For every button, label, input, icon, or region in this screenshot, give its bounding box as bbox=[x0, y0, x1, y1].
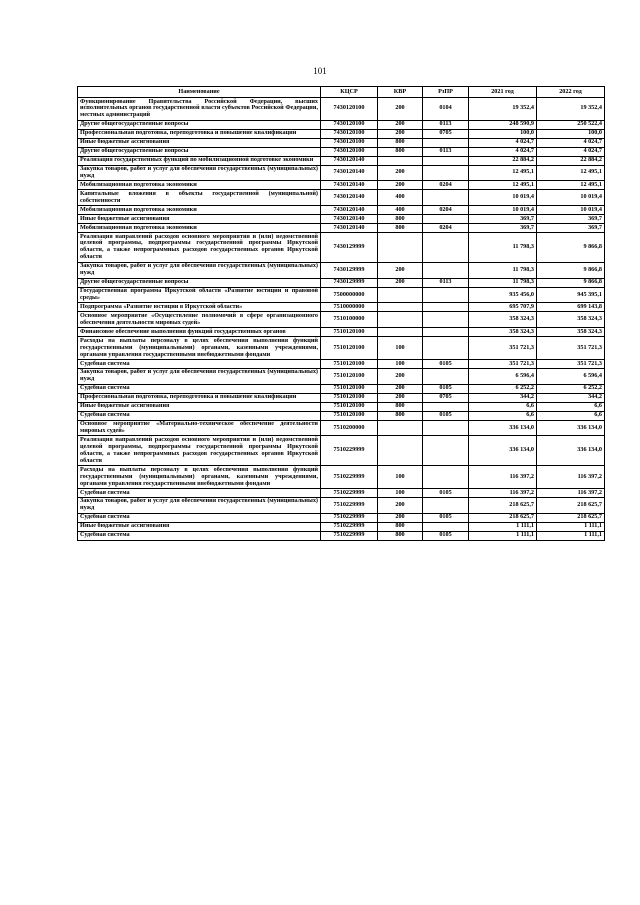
budget-table bbox=[77, 86, 605, 541]
cell-2022: 12 495,1 bbox=[537, 181, 605, 190]
cell-kcsr: 7510120100 bbox=[321, 393, 378, 402]
cell-name: Судебная система bbox=[78, 411, 321, 420]
cell-rzpr bbox=[423, 368, 469, 384]
table-row bbox=[78, 129, 605, 138]
header-2022: 2022 год bbox=[537, 87, 605, 98]
cell-kvr: 800 bbox=[378, 402, 423, 411]
cell-rzpr: 0105 bbox=[423, 384, 469, 393]
table-row bbox=[78, 278, 605, 287]
cell-2021: 336 134,0 bbox=[469, 420, 537, 436]
cell-2021: 369,7 bbox=[469, 215, 537, 224]
cell-kcsr: 7510120100 bbox=[321, 402, 378, 411]
cell-name: Основное мероприятие «Материально-техническое обеспечение деятельности мировых судей» bbox=[78, 420, 321, 436]
cell-name: Мобилизационная подготовка экономики bbox=[78, 206, 321, 215]
cell-2021: 369,7 bbox=[469, 224, 537, 233]
cell-kcsr: 7430120140 bbox=[321, 224, 378, 233]
table-row bbox=[78, 531, 605, 540]
cell-rzpr bbox=[423, 303, 469, 312]
cell-name: Реализация направлений расходов основного мероприятия и (или) ведомственной целевой программы, подпрограммы государственной программы Иркутской области, а также непрограммных расходов государственных органов Иркутской области bbox=[78, 436, 321, 466]
cell-kcsr: 7510120100 bbox=[321, 411, 378, 420]
cell-rzpr: 0105 bbox=[423, 360, 469, 369]
table-row bbox=[78, 303, 605, 312]
cell-kvr: 100 bbox=[378, 360, 423, 369]
cell-kvr: 200 bbox=[378, 384, 423, 393]
cell-kvr: 200 bbox=[378, 393, 423, 402]
table-row bbox=[78, 522, 605, 531]
cell-2022: 218 625,7 bbox=[537, 513, 605, 522]
cell-2022: 12 495,1 bbox=[537, 165, 605, 181]
cell-name: Другие общегосударственные вопросы bbox=[78, 120, 321, 129]
cell-kvr: 200 bbox=[378, 513, 423, 522]
cell-kcsr: 7510229999 bbox=[321, 522, 378, 531]
cell-rzpr bbox=[423, 138, 469, 147]
cell-name: Мобилизационная подготовка экономики bbox=[78, 224, 321, 233]
cell-2022: 6 252,2 bbox=[537, 384, 605, 393]
cell-name: Иные бюджетные ассигнования bbox=[78, 522, 321, 531]
header-2021: 2021 год bbox=[469, 87, 537, 98]
cell-2022: 945 395,1 bbox=[537, 287, 605, 303]
cell-kvr: 800 bbox=[378, 411, 423, 420]
cell-2022: 116 397,2 bbox=[537, 466, 605, 489]
cell-2021: 6 252,2 bbox=[469, 384, 537, 393]
cell-2021: 248 590,9 bbox=[469, 120, 537, 129]
cell-kcsr: 7510229999 bbox=[321, 497, 378, 513]
cell-kcsr: 7430120140 bbox=[321, 165, 378, 181]
cell-name: Реализация государственных функций по мобилизационной подготовке экономики bbox=[78, 156, 321, 165]
cell-2022: 218 625,7 bbox=[537, 497, 605, 513]
cell-kvr: 800 bbox=[378, 215, 423, 224]
cell-name: Судебная система bbox=[78, 513, 321, 522]
cell-kvr bbox=[378, 420, 423, 436]
cell-rzpr bbox=[423, 262, 469, 278]
cell-2021: 351 721,3 bbox=[469, 337, 537, 360]
cell-kvr bbox=[378, 156, 423, 165]
cell-rzpr: 0204 bbox=[423, 181, 469, 190]
table-row bbox=[78, 181, 605, 190]
cell-name: Судебная система bbox=[78, 360, 321, 369]
cell-2021: 12 495,1 bbox=[469, 165, 537, 181]
cell-name: Финансовое обеспечение выполнения функций государственных органов bbox=[78, 328, 321, 337]
table-row bbox=[78, 98, 605, 121]
cell-name: Иные бюджетные ассигнования bbox=[78, 138, 321, 147]
header-rzpr: РзПР bbox=[423, 87, 469, 98]
cell-2021: 358 324,3 bbox=[469, 328, 537, 337]
cell-2021: 11 798,3 bbox=[469, 262, 537, 278]
cell-kvr bbox=[378, 328, 423, 337]
cell-kvr: 200 bbox=[378, 98, 423, 121]
cell-kcsr: 7430120140 bbox=[321, 215, 378, 224]
table-row bbox=[78, 497, 605, 513]
cell-name: Функционирование Правительства Российской Федерации, высших исполнительных органов государственной власти субъектов Российской Федерации, местных администраций bbox=[78, 98, 321, 121]
cell-2021: 218 625,7 bbox=[469, 497, 537, 513]
cell-kvr: 200 bbox=[378, 120, 423, 129]
cell-rzpr: 0113 bbox=[423, 278, 469, 287]
table-row bbox=[78, 368, 605, 384]
cell-kvr: 200 bbox=[378, 278, 423, 287]
cell-kvr: 800 bbox=[378, 522, 423, 531]
cell-name: Иные бюджетные ассигнования bbox=[78, 402, 321, 411]
cell-name: Профессиональная подготовка, переподготовка и повышение квалификации bbox=[78, 129, 321, 138]
table-row bbox=[78, 420, 605, 436]
cell-2022: 1 111,1 bbox=[537, 531, 605, 540]
cell-name: Капитальные вложения в объекты государственной (муниципальной) собственности bbox=[78, 190, 321, 206]
cell-2022: 358 324,3 bbox=[537, 328, 605, 337]
cell-rzpr bbox=[423, 522, 469, 531]
table-row bbox=[78, 312, 605, 328]
cell-rzpr bbox=[423, 190, 469, 206]
table-row bbox=[78, 190, 605, 206]
cell-2022: 4 024,7 bbox=[537, 147, 605, 156]
cell-name: Расходы на выплаты персоналу в целях обеспечения выполнения функций государственными (муниципальными) органами, казенными учреждениями, органами управления государственными внебюджетными фондами bbox=[78, 466, 321, 489]
cell-kcsr: 7430120100 bbox=[321, 129, 378, 138]
cell-2022: 19 352,4 bbox=[537, 98, 605, 121]
cell-rzpr: 0105 bbox=[423, 513, 469, 522]
cell-kvr: 200 bbox=[378, 262, 423, 278]
cell-kcsr: 7510120100 bbox=[321, 328, 378, 337]
cell-name: Мобилизационная подготовка экономики bbox=[78, 181, 321, 190]
cell-kvr: 200 bbox=[378, 165, 423, 181]
cell-kcsr: 7430129999 bbox=[321, 233, 378, 263]
cell-2022: 100,0 bbox=[537, 129, 605, 138]
cell-kvr bbox=[378, 303, 423, 312]
cell-rzpr: 0113 bbox=[423, 147, 469, 156]
cell-kcsr: 7510200000 bbox=[321, 420, 378, 436]
cell-rzpr bbox=[423, 466, 469, 489]
cell-name: Судебная система bbox=[78, 531, 321, 540]
cell-rzpr bbox=[423, 337, 469, 360]
cell-2022: 344,2 bbox=[537, 393, 605, 402]
cell-name: Закупка товаров, работ и услуг для обеспечения государственных (муниципальных) нужд bbox=[78, 262, 321, 278]
cell-kcsr: 7510120100 bbox=[321, 337, 378, 360]
cell-2021: 22 884,2 bbox=[469, 156, 537, 165]
cell-2022: 9 866,8 bbox=[537, 278, 605, 287]
cell-rzpr bbox=[423, 402, 469, 411]
cell-2022: 6 596,4 bbox=[537, 368, 605, 384]
cell-rzpr bbox=[423, 328, 469, 337]
cell-rzpr bbox=[423, 436, 469, 466]
cell-kcsr: 7430120140 bbox=[321, 181, 378, 190]
cell-kvr: 200 bbox=[378, 368, 423, 384]
cell-2021: 11 798,3 bbox=[469, 278, 537, 287]
cell-kvr bbox=[378, 233, 423, 263]
cell-name: Государственная программа Иркутской области «Развитие юстиции и правовой среды» bbox=[78, 287, 321, 303]
cell-kvr: 100 bbox=[378, 489, 423, 498]
cell-rzpr: 0705 bbox=[423, 393, 469, 402]
table-row bbox=[78, 156, 605, 165]
cell-2022: 250 522,4 bbox=[537, 120, 605, 129]
cell-kcsr: 7430120100 bbox=[321, 120, 378, 129]
cell-2022: 9 866,8 bbox=[537, 262, 605, 278]
table-row bbox=[78, 138, 605, 147]
cell-kcsr: 7510000000 bbox=[321, 303, 378, 312]
cell-kcsr: 7430120140 bbox=[321, 156, 378, 165]
cell-name: Судебная система bbox=[78, 489, 321, 498]
cell-2022: 336 134,0 bbox=[537, 436, 605, 466]
cell-kcsr: 7430129999 bbox=[321, 278, 378, 287]
cell-2021: 116 397,2 bbox=[469, 489, 537, 498]
cell-kvr bbox=[378, 312, 423, 328]
cell-kvr bbox=[378, 436, 423, 466]
cell-kvr: 400 bbox=[378, 190, 423, 206]
cell-rzpr: 0104 bbox=[423, 98, 469, 121]
cell-2022: 22 884,2 bbox=[537, 156, 605, 165]
cell-2021: 6,6 bbox=[469, 402, 537, 411]
cell-kvr: 200 bbox=[378, 181, 423, 190]
cell-2022: 351 721,3 bbox=[537, 360, 605, 369]
cell-name: Закупка товаров, работ и услуг для обеспечения государственных (муниципальных) нужд bbox=[78, 368, 321, 384]
cell-rzpr bbox=[423, 156, 469, 165]
cell-2021: 6 596,4 bbox=[469, 368, 537, 384]
cell-2022: 369,7 bbox=[537, 224, 605, 233]
cell-kvr: 800 bbox=[378, 224, 423, 233]
table-row bbox=[78, 337, 605, 360]
cell-name: Судебная система bbox=[78, 384, 321, 393]
table-header-row bbox=[78, 87, 605, 98]
cell-rzpr: 0105 bbox=[423, 531, 469, 540]
table-row bbox=[78, 384, 605, 393]
cell-2021: 116 397,2 bbox=[469, 466, 537, 489]
table-row bbox=[78, 165, 605, 181]
cell-kcsr: 7510229999 bbox=[321, 436, 378, 466]
cell-rzpr bbox=[423, 233, 469, 263]
cell-name: Другие общегосударственные вопросы bbox=[78, 147, 321, 156]
cell-2022: 10 019,4 bbox=[537, 206, 605, 215]
table-row bbox=[78, 120, 605, 129]
cell-2022: 1 111,1 bbox=[537, 522, 605, 531]
cell-rzpr bbox=[423, 312, 469, 328]
table-row bbox=[78, 224, 605, 233]
cell-2021: 695 707,9 bbox=[469, 303, 537, 312]
cell-name: Расходы на выплаты персоналу в целях обеспечения выполнения функций государственными (муниципальными) органами, казенными учреждениями, органами управления государственными внебюджетными фондами bbox=[78, 337, 321, 360]
cell-2022: 336 134,0 bbox=[537, 420, 605, 436]
cell-kvr: 200 bbox=[378, 129, 423, 138]
cell-2021: 344,2 bbox=[469, 393, 537, 402]
page-number: 101 bbox=[313, 66, 327, 76]
cell-2022: 351 721,3 bbox=[537, 337, 605, 360]
cell-rzpr: 0105 bbox=[423, 411, 469, 420]
cell-name: Другие общегосударственные вопросы bbox=[78, 278, 321, 287]
cell-2021: 10 019,4 bbox=[469, 190, 537, 206]
table-row bbox=[78, 215, 605, 224]
cell-kvr: 800 bbox=[378, 138, 423, 147]
cell-2021: 12 495,1 bbox=[469, 181, 537, 190]
cell-kcsr: 7510229999 bbox=[321, 489, 378, 498]
cell-rzpr: 0204 bbox=[423, 224, 469, 233]
cell-2021: 6,6 bbox=[469, 411, 537, 420]
cell-2021: 1 111,1 bbox=[469, 522, 537, 531]
cell-2021: 4 024,7 bbox=[469, 138, 537, 147]
cell-kcsr: 7430120100 bbox=[321, 147, 378, 156]
table-row bbox=[78, 436, 605, 466]
cell-name: Подпрограмма «Развитие юстиции в Иркутской области» bbox=[78, 303, 321, 312]
cell-kvr bbox=[378, 287, 423, 303]
cell-2022: 6,6 bbox=[537, 402, 605, 411]
cell-2022: 4 024,7 bbox=[537, 138, 605, 147]
cell-kcsr: 7510229999 bbox=[321, 531, 378, 540]
cell-2021: 10 019,4 bbox=[469, 206, 537, 215]
cell-kvr: 800 bbox=[378, 147, 423, 156]
cell-kcsr: 7430120140 bbox=[321, 190, 378, 206]
cell-rzpr: 0705 bbox=[423, 129, 469, 138]
table-row bbox=[78, 466, 605, 489]
table-row bbox=[78, 411, 605, 420]
cell-rzpr bbox=[423, 215, 469, 224]
cell-2022: 9 866,8 bbox=[537, 233, 605, 263]
table-row bbox=[78, 287, 605, 303]
table-row bbox=[78, 513, 605, 522]
cell-rzpr bbox=[423, 497, 469, 513]
cell-kvr: 100 bbox=[378, 337, 423, 360]
cell-rzpr: 0204 bbox=[423, 206, 469, 215]
table-row bbox=[78, 489, 605, 498]
cell-kcsr: 7510229999 bbox=[321, 513, 378, 522]
cell-kcsr: 7430120140 bbox=[321, 206, 378, 215]
cell-2022: 358 324,3 bbox=[537, 312, 605, 328]
table-row bbox=[78, 393, 605, 402]
table-row bbox=[78, 233, 605, 263]
cell-kcsr: 7510120100 bbox=[321, 384, 378, 393]
cell-2022: 10 019,4 bbox=[537, 190, 605, 206]
cell-rzpr bbox=[423, 420, 469, 436]
cell-kcsr: 7510120100 bbox=[321, 368, 378, 384]
header-kcsr: КЦСР bbox=[321, 87, 378, 98]
table-row bbox=[78, 360, 605, 369]
cell-2021: 935 456,0 bbox=[469, 287, 537, 303]
cell-2021: 358 324,3 bbox=[469, 312, 537, 328]
cell-2021: 4 024,7 bbox=[469, 147, 537, 156]
cell-name: Иные бюджетные ассигнования bbox=[78, 215, 321, 224]
cell-kcsr: 7430120100 bbox=[321, 98, 378, 121]
cell-kcsr: 7430129999 bbox=[321, 262, 378, 278]
cell-kvr: 100 bbox=[378, 466, 423, 489]
cell-2021: 100,0 bbox=[469, 129, 537, 138]
cell-name: Основное мероприятие «Осуществление полномочий в сфере организационного обеспечения деятельности мировых судей» bbox=[78, 312, 321, 328]
table-row bbox=[78, 262, 605, 278]
cell-2021: 336 134,0 bbox=[469, 436, 537, 466]
cell-2021: 19 352,4 bbox=[469, 98, 537, 121]
cell-2022: 699 143,8 bbox=[537, 303, 605, 312]
cell-rzpr bbox=[423, 287, 469, 303]
cell-2022: 369,7 bbox=[537, 215, 605, 224]
cell-kcsr: 7500000000 bbox=[321, 287, 378, 303]
cell-kvr: 800 bbox=[378, 531, 423, 540]
cell-2021: 11 798,3 bbox=[469, 233, 537, 263]
cell-2021: 1 111,1 bbox=[469, 531, 537, 540]
cell-2022: 116 397,2 bbox=[537, 489, 605, 498]
cell-kvr: 200 bbox=[378, 497, 423, 513]
header-name: Наименование bbox=[78, 87, 321, 98]
header-kvr: КВР bbox=[378, 87, 423, 98]
cell-name: Закупка товаров, работ и услуг для обеспечения государственных (муниципальных) нужд bbox=[78, 497, 321, 513]
cell-rzpr: 0105 bbox=[423, 489, 469, 498]
table-row bbox=[78, 147, 605, 156]
cell-name: Профессиональная подготовка, переподготовка и повышение квалификации bbox=[78, 393, 321, 402]
cell-name: Закупка товаров, работ и услуг для обеспечения государственных (муниципальных) нужд bbox=[78, 165, 321, 181]
cell-kcsr: 7510100000 bbox=[321, 312, 378, 328]
cell-2021: 218 625,7 bbox=[469, 513, 537, 522]
table-row bbox=[78, 402, 605, 411]
cell-kcsr: 7430120100 bbox=[321, 138, 378, 147]
cell-rzpr: 0113 bbox=[423, 120, 469, 129]
table-row bbox=[78, 328, 605, 337]
cell-name: Реализация направлений расходов основного мероприятия и (или) ведомственной целевой программы, подпрограммы государственной программы Иркутской области, а также непрограммных расходов государственных органов Иркутской области bbox=[78, 233, 321, 263]
cell-kvr: 400 bbox=[378, 206, 423, 215]
cell-rzpr bbox=[423, 165, 469, 181]
cell-kcsr: 7510229999 bbox=[321, 466, 378, 489]
table-row bbox=[78, 206, 605, 215]
cell-kcsr: 7510120100 bbox=[321, 360, 378, 369]
cell-2022: 6,6 bbox=[537, 411, 605, 420]
cell-2021: 351 721,3 bbox=[469, 360, 537, 369]
